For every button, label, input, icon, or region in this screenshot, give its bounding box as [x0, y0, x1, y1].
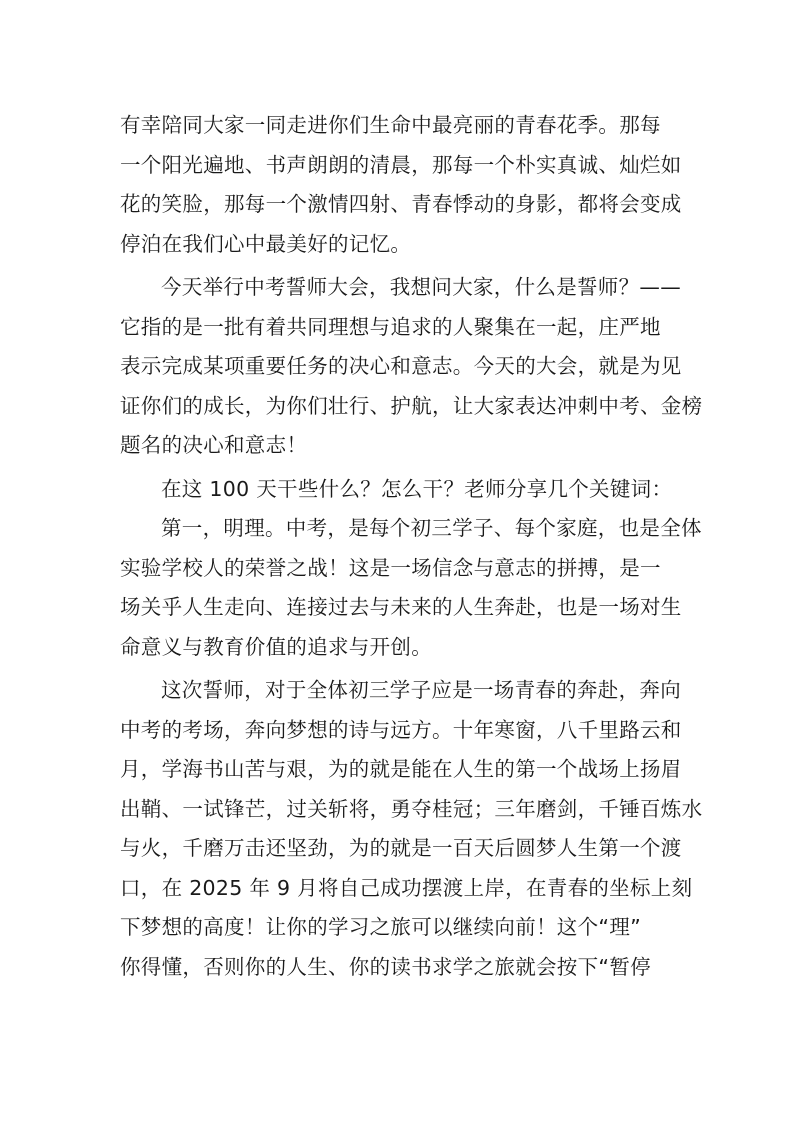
text-line: 停泊在我们心中最美好的记忆。 [120, 231, 412, 256]
text-line: 你得懂，否则你的人生、你的读书求学之旅就会按下“暂停 [120, 954, 651, 979]
text-line: 实验学校人的荣誉之战！这是一场信念与意志的拼搏，是一 [120, 555, 661, 580]
text-line: 一个阳光遍地、书声朗朗的清晨，那每一个朴实真诚、灿烂如 [120, 152, 682, 177]
text-line: 场关乎人生走向、连接过去与未来的人生奔赴，也是一场对生 [120, 595, 682, 619]
document-body [120, 106, 703, 987]
text-line: 今天举行中考誓师大会，我想问大家，什么是誓师？—— [161, 275, 681, 299]
text-line: 口，在 2025 年 9 月将自己成功摆渡上岸，在青春的坐标上刻 [120, 875, 693, 900]
text-line: 出鞘、一试锋芒，过关斩将，勇夺桂冠；三年磨剑，千锤百炼水 [120, 796, 703, 821]
text-line: 在这 100 天干些什么？怎么干？老师分享几个关键词： [161, 476, 673, 501]
text-line: 月，学海书山苦与艰，为的就是能在人生的第一个战场上扬眉 [120, 757, 682, 781]
text-line: 花的笑脸，那每一个激情四射、青春悸动的身影，都将会变成 [120, 192, 682, 216]
text-line: 它指的是一批有着共同理想与追求的人聚集在一起，庄严地 [120, 314, 661, 339]
text-line: 这次誓师，对于全体初三学子应是一场青春的奔赴，奔向 [161, 678, 681, 702]
text-line: 下梦想的高度！让你的学习之旅可以继续向前！这个“理” [120, 915, 642, 939]
text-line: 证你们的成长，为你们壮行、护航，让大家表达冲刺中考、金榜 [120, 393, 703, 418]
text-line: 有幸陪同大家一同走进你们生命中最亮丽的青春花季。那每 [120, 113, 661, 137]
text-line: 表示完成某项重要任务的决心和意志。今天的大会，就是为见 [120, 354, 682, 378]
text-line: 题名的决心和意志！ [120, 433, 308, 457]
text-line: 命意义与教育价值的追求与开创。 [120, 634, 432, 659]
text-line: 与火，千磨万击还坚劲，为的就是一百天后圆梦人生第一个渡 [120, 836, 682, 860]
text-line: 中考的考场，奔向梦想的诗与远方。十年寒窗，八千里路云和 [120, 717, 682, 742]
text-line: 第一，明理。中考，是每个初三学子、每个家庭，也是全体 [161, 516, 702, 540]
